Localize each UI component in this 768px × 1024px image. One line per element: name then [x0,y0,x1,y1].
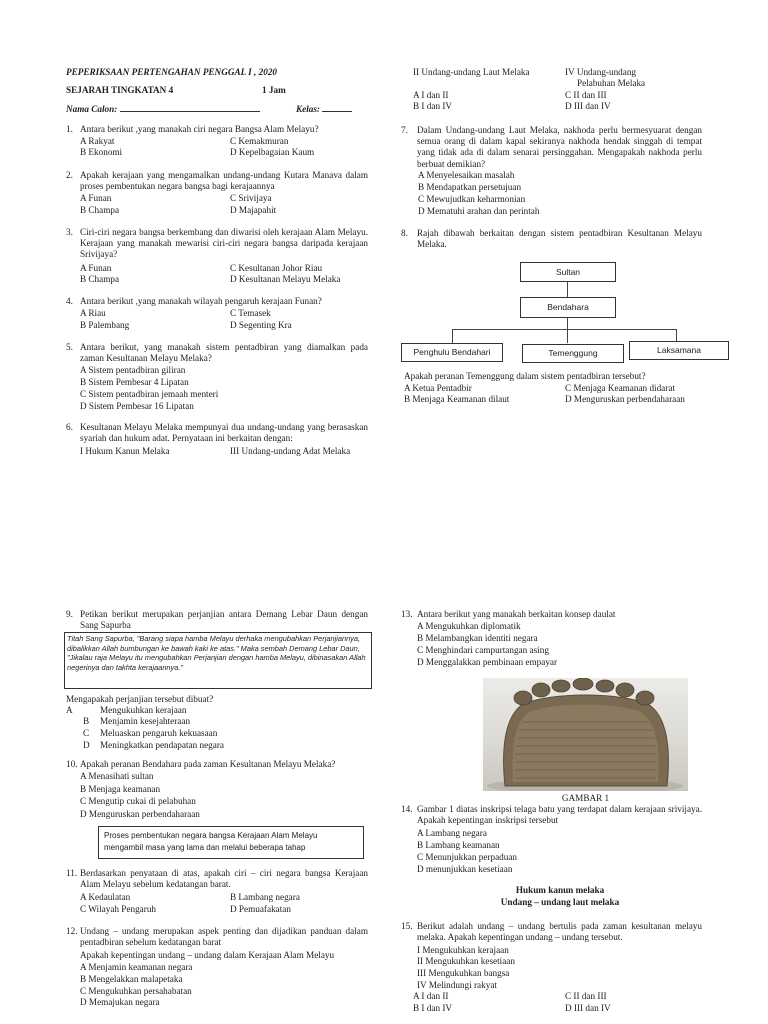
q15-text: Berikut adalah undang – undang bertulis pada zaman kesultanan melayu melaka. Apakah kepentingan undang – undang tersebut. [417,921,702,943]
q9-option-d[interactable]: Meningkatkan pendapatan negara [100,740,224,750]
q7-number: 7. [401,125,408,135]
q9-option-d-letter: D [83,740,90,750]
q7-option-d[interactable]: D Mematuhi arahan dan perintah [418,206,540,216]
subject-label: SEJARAH TINGKATAN 4 [66,85,174,95]
q2-option-d[interactable]: D Majapahit [230,205,277,215]
q12-option-b[interactable]: B Mengelakkan malapetaka [80,974,183,984]
org-chart-laksamana: Laksamana [629,341,729,360]
q6-number: 6. [66,422,73,432]
q12-question: Apakah kepentingan undang – undang dalam Kerajaan Alam Melayu [80,950,335,960]
q5-option-d[interactable]: D Sistem Pembesar 16 Lipatan [80,401,194,411]
q13-option-b[interactable]: B Melambangkan identiti negara [417,633,538,643]
q12-option-d[interactable]: D Memajukan negara [80,997,160,1007]
q6-statement-iv: IV Undang-undang [565,67,637,77]
org-chart-sultan: Sultan [520,262,616,282]
q6-option-b[interactable]: B I dan IV [413,101,453,111]
q1-option-a[interactable]: A Rakyat [80,136,115,146]
q15-statement-ii: II Mengukuhkan kesetiaan [417,956,515,966]
q7-option-a[interactable]: A Menyelesaikan masalah [418,170,515,180]
q15-option-a[interactable]: A I dan II [413,991,449,1001]
q6-option-d[interactable]: D III dan IV [565,101,611,111]
q7-text: Dalam Undang-undang Laut Melaka, nakhoda perlu bermesyuarat dengan semua orang di dalam kapal sekiranya nakhoda hendak singgah di tempat yang tidak ada di dalam senarai persinggahan. Mengapakah nakhoda perlu berbuat demikian? [417,125,702,169]
q5-option-c[interactable]: C Sistem pentadbiran jemaah menteri [80,389,219,399]
q10-option-d[interactable]: D Menguruskan perbendaharaan [80,809,200,819]
q13-text: Antara berikut yang manakah berkaitan konsep daulat [417,609,616,619]
q2-option-b[interactable]: B Champa [80,205,120,215]
q6-text: Kesultanan Melayu Melaka mempunyai dua undang-undang yang berasaskan syariah dan hukum adat. Pernyataan ini berkaitan dengan: [80,422,368,444]
q11-statement-box: Proses pembentukan negara bangsa Kerajaan Alam Melayu mengambil masa yang lama dan melalui beberapa tahap [98,826,364,859]
q8-text: Rajah dibawah berkaitan dengan sistem pentadbiran Kesultanan Melayu Melaka. [417,228,702,250]
q9-option-a[interactable]: Mengukuhkan kerajaan [100,705,187,715]
q4-option-a[interactable]: A Riau [80,308,106,318]
q6-statement-iii: III Undang-undang Adat Melaka [230,446,351,456]
q5-number: 5. [66,342,73,352]
q13-option-c[interactable]: C Menghindari campurtangan asing [417,645,549,655]
q10-option-a[interactable]: A Menasihati sultan [80,771,154,781]
q11-option-a[interactable]: A Kedaulatan [80,892,131,902]
q3-text: Ciri-ciri negara bangsa berkembang dan diwarisi oleh kerajaan Alam Melayu. Kerajaan yang manakah mewarisi ciri-ciri negara bangsa daripada kerajaan Srivijaya? [80,227,368,260]
q6-statement-ii: II Undang-undang Laut Melaka [413,67,530,77]
q8-option-b[interactable]: B Menjaga Keamanan dilaut [404,394,510,404]
q1-text: Antara berikut ,yang manakah ciri negara Bangsa Alam Melayu? [80,124,319,134]
inscription-stone-illustration [483,678,688,791]
org-chart-temenggung: Temenggung [522,344,624,363]
q9-option-b-letter: B [83,716,90,726]
q1-option-d[interactable]: D Kepelbagaian Kaum [230,147,315,157]
q2-option-a[interactable]: A Funan [80,193,112,203]
duration-label: 1 Jam [262,85,286,95]
q2-option-c[interactable]: C Srivijaya [230,193,272,203]
q15-option-b[interactable]: B I dan IV [413,1003,453,1013]
q5-text: Antara berikut, yang manakah sistem pentadbiran yang diamalkan pada zaman Kesultanan Melayu Melaka? [80,342,368,364]
name-label: Nama Calon: [66,103,260,115]
section-heading-undang-laut: Undang – undang laut melaka [500,897,620,907]
q8-option-a[interactable]: A Ketua Pentadbir [404,383,472,393]
q15-statement-i: I Mengukuhkan kerajaan [417,945,509,955]
q9-text: Petikan berikut merupakan perjanjian antara Demang Lebar Daun dengan Sang Sapurba [80,609,368,631]
q3-option-c[interactable]: C Kesultanan Johor Riau [230,263,323,273]
q9-option-c[interactable]: Meluaskan pengaruh kekuasaan [100,728,218,738]
q7-option-b[interactable]: B Mendapatkan persetujuan [418,182,522,192]
figure-caption: GAMBAR 1 [561,793,610,803]
q1-number: 1. [66,124,73,134]
q15-option-d[interactable]: D III dan IV [565,1003,611,1013]
q4-text: Antara berikut ,yang manakah wilayah pengaruh kerajaan Funan? [80,296,322,306]
q8-number: 8. [401,228,408,238]
q6-statement-i: I Hukum Kanun Melaka [80,446,170,456]
q11-option-c[interactable]: C Wilayah Pengaruh [80,904,157,914]
q9-option-a-letter: A [66,705,73,715]
inscription-stone-photo [483,678,688,791]
q11-option-b[interactable]: B Lambang negara [230,892,300,902]
q12-option-a[interactable]: A Menjamin keamanan negara [80,962,193,972]
q14-option-b[interactable]: B Lambang keamanan [417,840,500,850]
exam-title: PEPERIKSAAN PERTENGAHAN PENGGAL I , 2020 [66,67,278,77]
q10-option-c[interactable]: C Mengutip cukai di pelabuhan [80,796,196,806]
q10-text: Apakah peranan Bendahara pada zaman Kesultanan Melayu Melaka? [80,759,336,769]
q9-option-b[interactable]: Menjamin kesejahteraan [100,716,191,726]
q8-option-c[interactable]: C Menjaga Keamanan didarat [565,383,675,393]
q14-option-a[interactable]: A Lambang negara [417,828,487,838]
q4-option-c[interactable]: C Temasek [230,308,271,318]
q6-option-a[interactable]: A I dan II [413,90,449,100]
q9-option-c-letter: C [83,728,90,738]
q12-option-c[interactable]: C Mengukuhkan persahabatan [80,986,192,996]
section-heading-hukum-kanun: Hukum kanun melaka [515,885,605,895]
q4-option-d[interactable]: D Segenting Kra [230,320,292,330]
q7-option-c[interactable]: C Mewujudkan keharmonian [418,194,526,204]
q11-text: Berdasarkan penyataan di atas, apakah ciri – ciri negara bangsa Kerajaan Alam Melayu sebelum kedatangan barat. [80,868,368,890]
q9-question: Mengapakah perjanjian tersebut dibuat? [66,694,214,704]
q11-number: 11. [66,868,78,878]
org-chart-penghulu-bendahari: Penghulu Bendahari [401,343,503,362]
q14-number: 14. [401,804,413,814]
q13-number: 13. [401,609,413,619]
q8-question: Apakah peranan Temenggung dalam sistem pentadbiran tersebut? [404,371,646,381]
q4-option-b[interactable]: B Palembang [80,320,130,330]
q2-text: Apakah kerajaan yang mengamalkan undang-undang Kutara Manava dalam proses pembentukan negara bangsa bagi kerajaannya [80,170,368,192]
q9-number: 9. [66,609,73,619]
q15-option-c[interactable]: C II dan III [565,991,607,1001]
q15-number: 15. [401,921,413,931]
q9-quote-box: Titah Sang Sapurba, "Barang siapa hamba Melayu derhaka mengubahkan Perjanjiannya, dibalikkan Allah bumbungan ke bawah kaki ke atas." Maka sembah Demang Lebar Daun, "Jikalau raja Melayu itu mengubahkan Perjanjian dengan hamba Melayu, dibinasakan Allah negerinya dan takhta kerajaannya." [64,632,372,689]
q5-option-a[interactable]: A Sistem pentadbiran giliran [80,365,186,375]
q3-option-d[interactable]: D Kesultanan Melayu Melaka [230,274,341,284]
q3-option-a[interactable]: A Funan [80,263,112,273]
class-label: Kelas: [296,103,352,115]
q15-statement-iv: IV Melindungi rakyat [417,980,497,990]
q8-option-d[interactable]: D Menguruskan perbendaharaan [565,394,685,404]
q3-number: 3. [66,227,73,237]
q6-option-c[interactable]: C II dan III [565,90,607,100]
q5-option-b[interactable]: B Sistem Pembesar 4 Lipatan [80,377,189,387]
q1-option-c[interactable]: C Kemakmuran [230,136,289,146]
q10-option-b[interactable]: B Menjaga keamanan [80,784,161,794]
q14-text: Gambar 1 diatas inskripsi telaga batu yang terdapat dalam kerajaan srivijaya. Apakah kepentingan inskripsi tersebut [417,804,702,826]
q1-option-b[interactable]: B Ekonomi [80,147,123,157]
q15-statement-iii: III Mengukuhkan bangsa [417,968,510,978]
q4-number: 4. [66,296,73,306]
q6-statement-iv-cont: Pelabuhan Melaka [577,78,646,88]
q12-number: 12. [66,926,78,936]
q2-number: 2. [66,170,73,180]
org-chart-bendahara: Bendahara [520,297,616,318]
q14-option-d[interactable]: D menunjukkan kesetiaan [417,864,513,874]
q14-option-c[interactable]: C Menunjukkan perpaduan [417,852,518,862]
q13-option-a[interactable]: A Mengukuhkan diplomatik [417,621,521,631]
q3-option-b[interactable]: B Champa [80,274,120,284]
q13-option-d[interactable]: D Menggalakkan pembinaan empayar [417,657,558,667]
q11-option-d[interactable]: D Pemuafakatan [230,904,291,914]
q10-number: 10. [66,759,78,769]
q12-text: Undang – undang merupakan aspek penting dan dijadikan panduan dalam pentadbiran sebelum kedatangan barat [80,926,368,948]
